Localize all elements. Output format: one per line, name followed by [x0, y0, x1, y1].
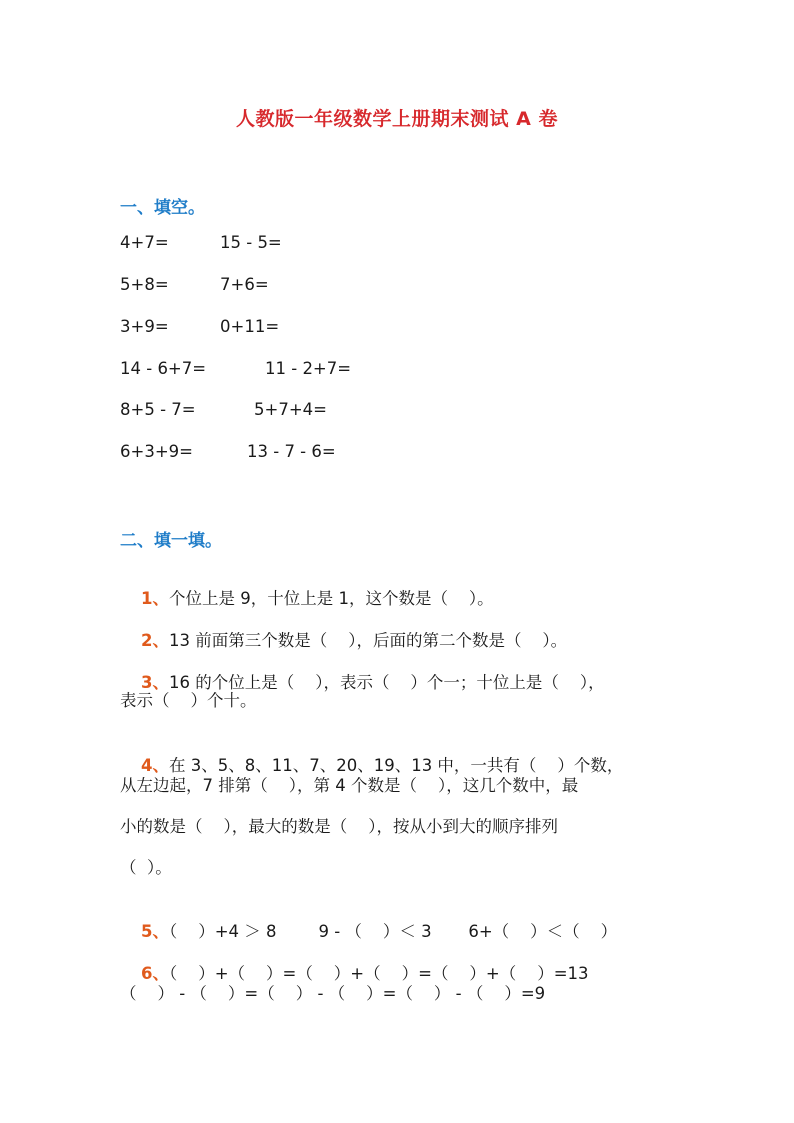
calc-right: 15 - 5= — [220, 233, 282, 252]
section2-heading: 二、填一填。 — [120, 531, 222, 551]
question-6-continued: （ ） - （ ）=（ ） - （ ）=（ ） - （ ）=9 — [120, 984, 546, 1003]
question-number: 4、 — [140, 756, 169, 775]
calc-left: 4+7= — [120, 233, 169, 252]
calc-right: 13 - 7 - 6= — [247, 442, 336, 461]
calc-right: 5+7+4= — [254, 400, 327, 419]
calc-right: 0+11= — [220, 317, 280, 336]
section1-heading: 一、填空。 — [120, 198, 205, 218]
question-number: 1、 — [140, 589, 169, 608]
calc-left: 5+8= — [120, 275, 169, 294]
question-text: 16 的个位上是（ ），表示（ ）个一；十位上是（ ）， — [168, 673, 605, 692]
calc-left: 8+5 - 7= — [120, 400, 196, 419]
question-text: 13 前面第三个数是（ ），后面的第二个数是（ ）。 — [168, 631, 568, 650]
question-text: （ ）+4 ＞ 8 9 - （ ）＜ 3 6+（ ）＜（ ） — [168, 922, 618, 941]
question-4-continued: （ ）。 — [120, 858, 172, 877]
calc-left: 6+3+9= — [120, 442, 193, 461]
question-number: 6、 — [140, 964, 169, 983]
question-number: 2、 — [140, 631, 169, 650]
question-number: 5、 — [140, 922, 169, 941]
calc-right: 11 - 2+7= — [265, 359, 352, 378]
question-text: 在 3、5、8、11、7、20、19、13 中，一共有（ ）个数， — [168, 756, 624, 775]
question-text: （ ）+（ ）=（ ）+（ ）=（ ）+（ ）=13 — [168, 964, 589, 983]
question-text: 个位上是 9，十位上是 1，这个数是（ ）。 — [168, 589, 494, 608]
question-number: 3、 — [140, 673, 169, 692]
page-title: 人教版一年级数学上册期末测试 A 卷 — [236, 108, 558, 130]
calc-left: 14 - 6+7= — [120, 359, 207, 378]
question-4-continued: 从左边起，7 排第（ ），第 4 个数是（ ），这几个数中，最 — [120, 776, 579, 795]
calc-right: 7+6= — [220, 275, 269, 294]
question-3-continued: 表示（ ）个十。 — [120, 691, 257, 710]
calc-left: 3+9= — [120, 317, 169, 336]
question-4-continued: 小的数是（ ），最大的数是（ ），按从小到大的顺序排列 — [120, 817, 558, 836]
